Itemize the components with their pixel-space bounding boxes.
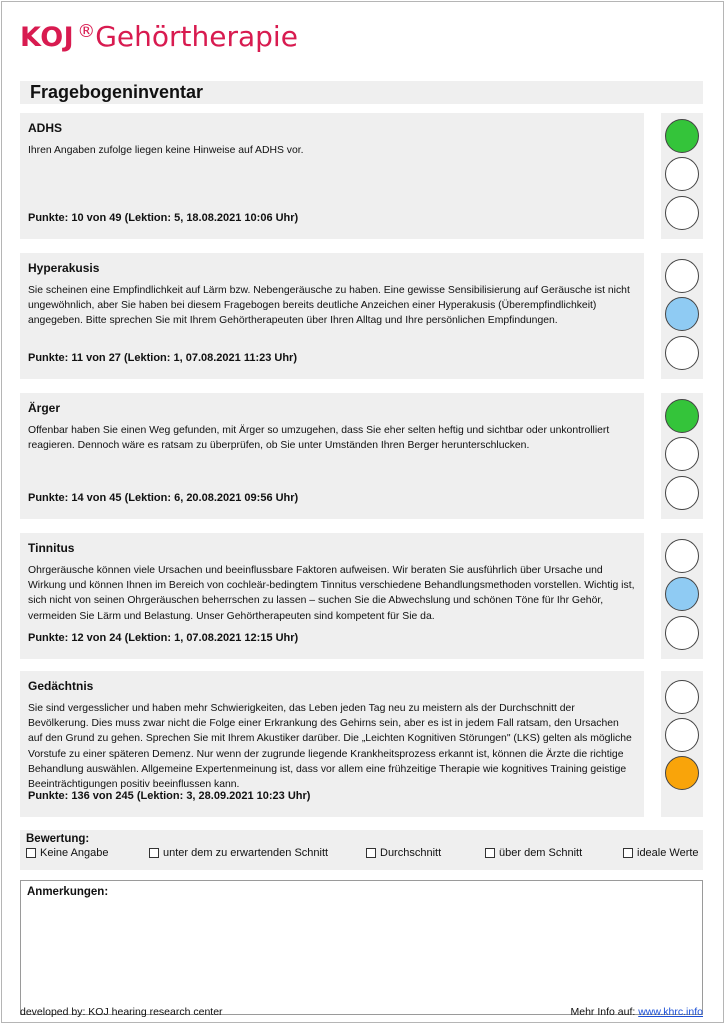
rating-option-label: Keine Angabe (40, 847, 109, 859)
section-text: Sie scheinen eine Empfindlichkeit auf Lärm bzw. Nebengeräusche zu haben. Eine gewisse Sensibilisierung auf Geräusche ist nicht ungewöhnlich, aber Sie haben bei diesem Fragebogen bereits deutliche Anzeichen einer Hyperakusis (Überempfindlichkeit) angegeben. Bitte sprechen Sie mit Ihrem Gehörtherapeuten über Ihren Alltag und Ihre persönlichen Empfindungen. (28, 285, 630, 327)
rating-option-label: unter dem zu erwartenden Schnitt (163, 847, 329, 859)
logo-name: Gehörtherapie (95, 20, 298, 53)
indicator-circle-top (665, 680, 699, 714)
indicator-circle-middle (665, 577, 699, 611)
rating-option-keine-angabe[interactable] (26, 847, 109, 859)
section-heading: Tinnitus (28, 541, 75, 555)
section-heading: ADHS (28, 121, 63, 135)
traffic-light-hyperakusis (661, 253, 703, 379)
footer-info (571, 1006, 704, 1018)
notes-label: Anmerkungen: (27, 886, 109, 898)
checkbox[interactable] (623, 848, 633, 858)
rating-label: Bewertung: (26, 833, 90, 845)
section-tinnitus (20, 533, 644, 659)
checkbox[interactable] (26, 848, 36, 858)
logo (20, 20, 298, 54)
section-adhs (20, 113, 644, 239)
section-text: Sie sind vergesslicher und haben mehr Schwierigkeiten, das Leben jeden Tag neu zu meistern als der Durchschnitt der Bevölkerung. Dies muss zwar nicht die Folge einer Erkrankung des Gehirns sein, aber es ist in jedem Fall ratsam, den Ursachen auf den Grund zu gehen. Sprechen Sie mit Ihrem Akustiker darüber. Die „Leichten Kognitiven Störungen" (LKS) gelten als mögliche Vorstufe zu einer späteren Demenz. Nur wenn der zugrunde liegende Krankheitsprozess erkannt ist, können die Ärzte die richtige Behandlung auswählen. Allgemeine Expertenmeinung ist, dass vor allem eine frühzeitige Therapie wie kognitives Training geistige Beeinträchtigungen positiv beeinflussen kann. (28, 703, 632, 791)
logo-brand: KOJ (20, 22, 75, 53)
indicator-circle-bottom (665, 336, 699, 370)
footer-info-label: Mehr Info auf: (570, 1006, 636, 1018)
section-score: Punkte: 10 von 49 (Lektion: 5, 18.08.2021 10:06 Uhr) (28, 212, 299, 224)
rating-option-label: über dem Schnitt (499, 847, 583, 859)
traffic-light-gedaechtnis (661, 671, 703, 817)
indicator-circle-top (665, 399, 699, 433)
footer-link[interactable]: www.khrc.info (638, 1006, 703, 1018)
traffic-light-adhs (661, 113, 703, 239)
traffic-light-tinnitus (661, 533, 703, 659)
page-title: Fragebogeninventar (20, 81, 703, 104)
section-gedaechtnis (20, 671, 644, 817)
indicator-circle-top (665, 539, 699, 573)
checkbox[interactable] (149, 848, 159, 858)
rating-panel (20, 830, 703, 870)
rating-option-label: Durchschnitt (380, 847, 442, 859)
section-text: Ihren Angaben zufolge liegen keine Hinweise auf ADHS vor. (28, 145, 304, 156)
section-score: Punkte: 11 von 27 (Lektion: 1, 07.08.2021 11:23 Uhr) (28, 352, 298, 364)
indicator-circle-bottom (665, 616, 699, 650)
indicator-circle-top (665, 119, 699, 153)
section-heading: Hyperakusis (28, 261, 100, 275)
traffic-light-aerger (661, 393, 703, 519)
notes-field[interactable] (20, 880, 703, 1015)
indicator-circle-bottom (665, 756, 699, 790)
section-heading: Gedächtnis (28, 679, 94, 693)
indicator-circle-middle (665, 297, 699, 331)
rating-option-ideale-werte[interactable] (623, 847, 699, 859)
footer-credit: developed by: KOJ hearing research center (20, 1006, 223, 1018)
logo-registered-mark: ® (77, 21, 96, 42)
checkbox[interactable] (485, 848, 495, 858)
indicator-circle-top (665, 259, 699, 293)
section-heading: Ärger (28, 401, 61, 415)
section-score: Punkte: 14 von 45 (Lektion: 6, 20.08.2021 09:56 Uhr) (28, 492, 299, 504)
indicator-circle-middle (665, 437, 699, 471)
indicator-circle-middle (665, 718, 699, 752)
section-text: Ohrgeräusche können viele Ursachen und beeinflussbare Faktoren aufweisen. Wir beraten Sie ausführlich über Ursache und Wirkung und können Ihnen im Bereich von cochleär-bedingtem Tinnitus verschiedene Behandlungsmethoden vorstellen. Wichtig ist, sich nicht von seinen Ohrgeräuschen beherrschen zu lassen – suchen Sie die Abwechslung und schönen Töne für Ihr Gehör, vermeiden Sie Lärm und Belastung. Unser Gehörtherapeuten sind kompetent für Sie da. (28, 565, 635, 622)
rating-option-label: ideale Werte (637, 847, 699, 859)
rating-option-durchschnitt[interactable] (366, 847, 441, 859)
rating-option-ueber-schnitt[interactable] (485, 847, 582, 859)
section-text: Offenbar haben Sie einen Weg gefunden, mit Ärger so umzugehen, dass Sie eher selten heftig und sichtbar oder unkontrolliert reagieren. Dennoch wäre es ratsam zu überprüfen, ob Sie unter Umständen Ihren Berger herunterschlucken. (28, 425, 610, 452)
section-aerger (20, 393, 644, 519)
checkbox[interactable] (366, 848, 376, 858)
section-score: Punkte: 12 von 24 (Lektion: 1, 07.08.2021 12:15 Uhr) (28, 632, 299, 644)
indicator-circle-bottom (665, 476, 699, 510)
section-hyperakusis (20, 253, 644, 379)
rating-option-unter-schnitt[interactable] (149, 847, 328, 859)
indicator-circle-bottom (665, 196, 699, 230)
indicator-circle-middle (665, 157, 699, 191)
section-score: Punkte: 136 von 245 (Lektion: 3, 28.09.2021 10:23 Uhr) (28, 790, 311, 802)
